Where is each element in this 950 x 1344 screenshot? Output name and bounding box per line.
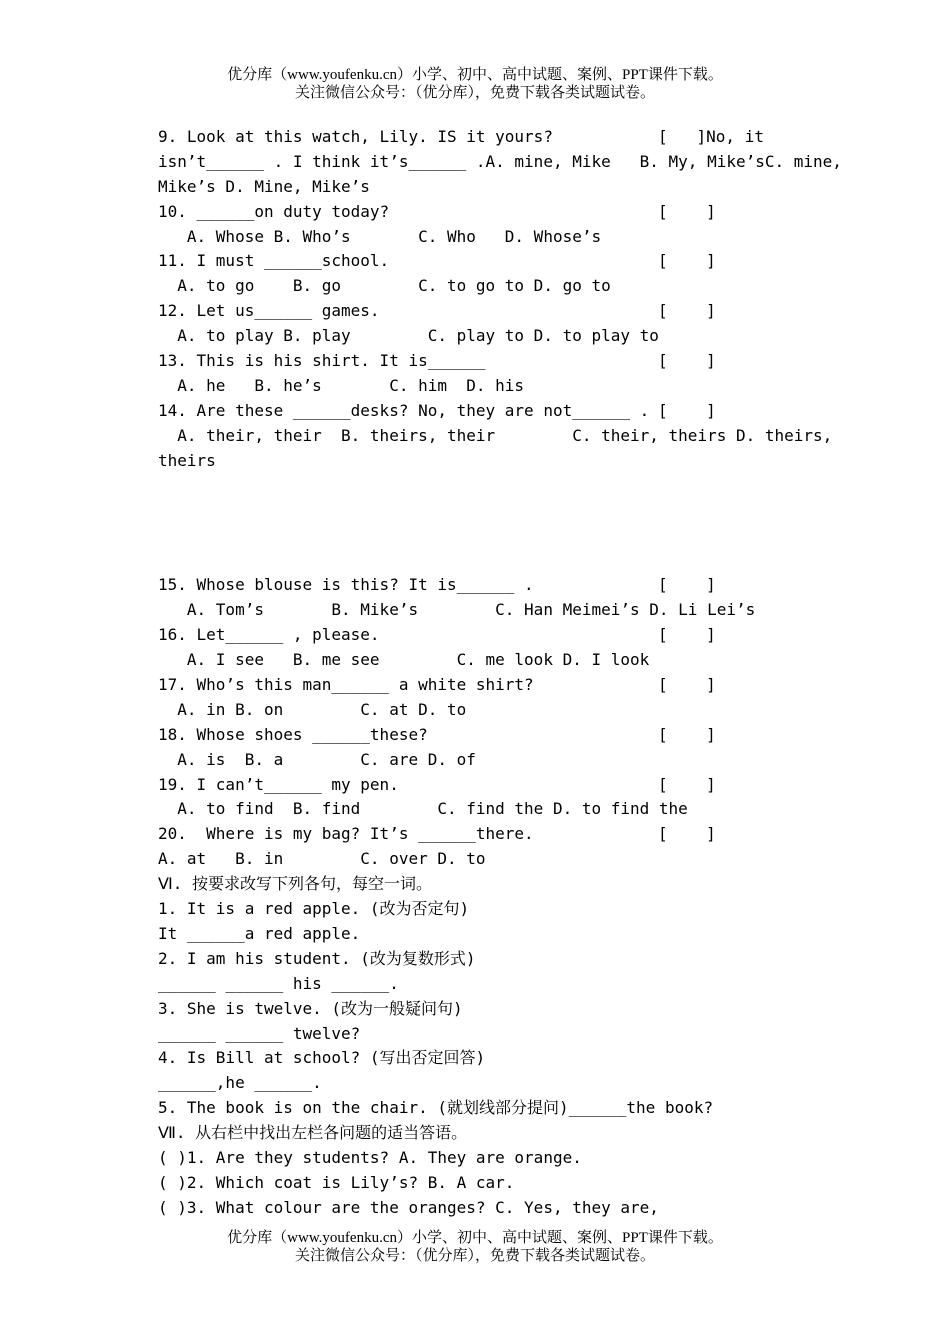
section-7-line: ( )3. What colour are the oranges? C. Yes, they are, xyxy=(158,1197,659,1217)
section-6-line: 4. Is Bill at school? (写出否定回答) xyxy=(158,1048,486,1068)
question-16-options: A. I see B. me see C. me look D. I look xyxy=(158,650,650,670)
question-16-stem xyxy=(158,623,848,648)
question-20-stem xyxy=(158,822,848,847)
question-text: 20. Where is my bag? It’s ______there. xyxy=(158,824,534,844)
section-6-title: Ⅵ. 按要求改写下列各句，每空一词。 xyxy=(158,874,433,894)
page-footer xyxy=(0,1229,950,1265)
answer-bracket: [ ] xyxy=(658,351,716,371)
question-text: 17. Who’s this man______ a white shirt? xyxy=(158,675,534,695)
answer-bracket: [ ] xyxy=(658,824,716,844)
footer-line-2: 关注微信公众号：（优分库），免费下载各类试题试卷。 xyxy=(294,1248,655,1264)
question-text: 16. Let______ , please. xyxy=(158,625,380,645)
answer-bracket: [ ] xyxy=(658,400,716,420)
question-11-stem xyxy=(158,249,848,274)
question-14-options: A. their, their B. theirs, their C. their, theirs D. theirs, xyxy=(158,425,833,445)
answer-bracket: [ ] xyxy=(658,724,716,744)
question-9-continued: isn’t______ . I think it’s______ .A. mine, Mike B. My, Mike’sC. mine, xyxy=(158,151,842,171)
question-13-stem xyxy=(158,349,848,374)
question-11-options: A. to go B. go C. to go to D. go to xyxy=(158,276,611,296)
question-14-stem xyxy=(158,399,848,424)
blank-space xyxy=(158,473,848,573)
question-10-options: A. Whose B. Who’s C. Who D. Whose’s xyxy=(158,226,602,246)
question-text: 13. This is his shirt. It is______ xyxy=(158,351,486,371)
section-6-line: 3. She is twelve. (改为一般疑问句) xyxy=(158,998,463,1018)
answer-bracket: [ ] xyxy=(658,301,716,321)
question-19-stem xyxy=(158,773,848,798)
answer-bracket: [ ] xyxy=(658,625,716,645)
footer-line-1: 优分库（www.youfenku.cn）小学、初中、高中试题、案例、PPT课件下载。 xyxy=(227,1230,723,1246)
section-6-line: ______ ______ his ______. xyxy=(158,973,399,993)
question-20-options: A. at B. in C. over D. to xyxy=(158,849,486,869)
question-text: 19. I can’t______ my pen. xyxy=(158,774,399,794)
page-header xyxy=(0,66,950,102)
section-6-line: ______,he ______. xyxy=(158,1073,322,1093)
header-line-1: 优分库（www.youfenku.cn）小学、初中、高中试题、案例、PPT课件下载。 xyxy=(227,67,723,83)
question-14-options-continued: theirs xyxy=(158,450,216,470)
question-9-continued: Mike’s D. Mine, Mike’s xyxy=(158,176,370,196)
question-18-options: A. is B. a C. are D. of xyxy=(158,749,476,769)
section-6-line: It ______a red apple. xyxy=(158,923,361,943)
answer-bracket: [ ] xyxy=(658,675,716,695)
question-9-stem xyxy=(158,125,848,150)
section-7-title: Ⅶ. 从右栏中找出左栏各问题的适当答语。 xyxy=(158,1123,468,1143)
question-12-stem xyxy=(158,299,848,324)
answer-bracket: [ ] xyxy=(658,575,716,595)
question-text: 15. Whose blouse is this? It is______ . xyxy=(158,575,534,595)
exam-body xyxy=(158,125,848,1221)
answer-bracket: [ ]No, it xyxy=(658,127,764,146)
question-text: 18. Whose shoes ______these? xyxy=(158,724,428,744)
question-text: 12. Let us______ games. xyxy=(158,301,380,321)
question-18-stem xyxy=(158,723,848,748)
question-12-options: A. to play B. play C. play to D. to play to xyxy=(158,326,659,346)
question-10-stem xyxy=(158,200,848,225)
question-text: 11. I must ______school. xyxy=(158,251,390,271)
header-line-2: 关注微信公众号：（优分库），免费下载各类试题试卷。 xyxy=(294,85,655,101)
section-6-line: 2. I am his student. (改为复数形式) xyxy=(158,948,476,968)
section-7-line: ( )1. Are they students? A. They are orange. xyxy=(158,1147,582,1167)
question-13-options: A. he B. he’s C. him D. his xyxy=(158,375,525,395)
answer-bracket: [ ] xyxy=(658,251,716,271)
answer-bracket: [ ] xyxy=(658,201,716,221)
section-6-line: ______ ______ twelve? xyxy=(158,1023,361,1043)
question-17-stem xyxy=(158,673,848,698)
question-15-stem xyxy=(158,573,848,598)
section-6-line: 5. The book is on the chair. (就划线部分提问)______the book? xyxy=(158,1098,714,1118)
section-6-line: 1. It is a red apple. (改为否定句) xyxy=(158,899,470,919)
section-7-line: ( )2. Which coat is Lily’s? B. A car. xyxy=(158,1172,515,1192)
answer-bracket: [ ] xyxy=(658,774,716,794)
question-15-options: A. Tom’s B. Mike’s C. Han Meimei’s D. Li Lei’s xyxy=(158,600,756,620)
question-19-options: A. to find B. find C. find the D. to find the xyxy=(158,799,688,819)
question-text: 9. Look at this watch, Lily. IS it yours? xyxy=(158,127,553,146)
question-17-options: A. in B. on C. at D. to xyxy=(158,699,467,719)
question-text: 14. Are these ______desks? No, they are not______ . xyxy=(158,400,650,420)
question-text: 10. ______on duty today? xyxy=(158,201,390,221)
